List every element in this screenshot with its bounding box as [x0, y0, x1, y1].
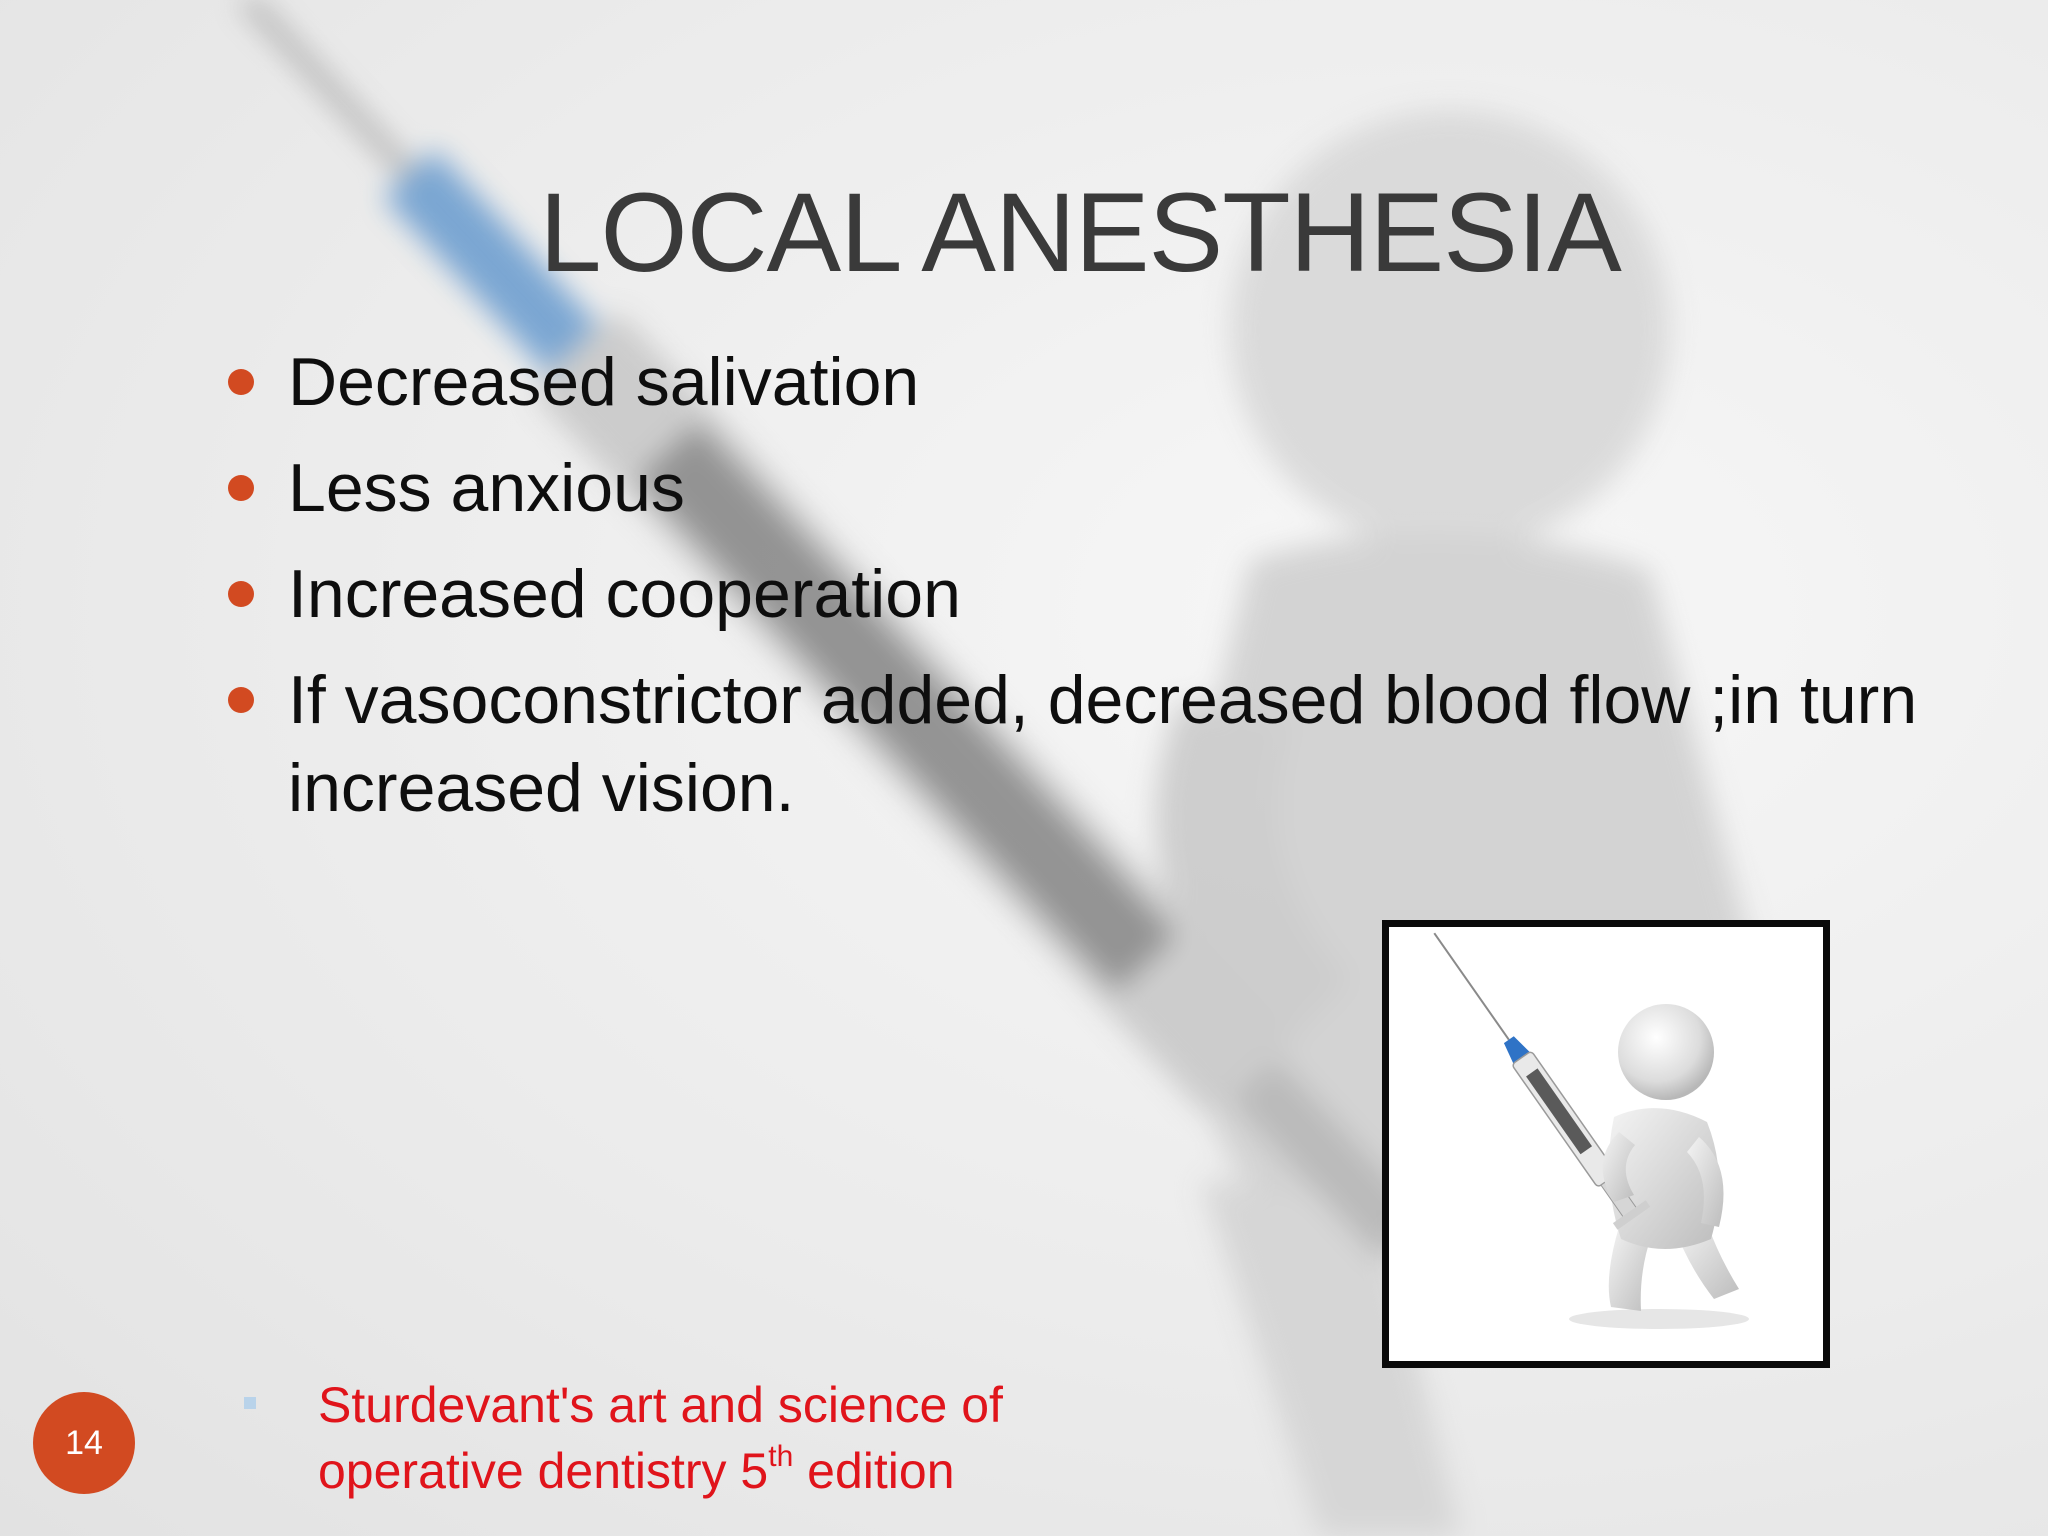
bullet-text: Decreased salivation	[288, 344, 920, 420]
slide-title: LOCAL ANESTHESIA	[539, 170, 1621, 295]
bullet-list	[228, 338, 1968, 850]
bullet-item	[228, 550, 1968, 638]
bullet-item	[228, 444, 1968, 532]
bullet-text: Less anxious	[288, 450, 685, 526]
bullet-dot-icon	[228, 581, 254, 607]
bullet-dot-icon	[228, 369, 254, 395]
bullet-text: If vasoconstrictor added, decreased blood flow ;in turn increased vision.	[288, 662, 1918, 826]
reference-line-2-tail: edition	[793, 1443, 955, 1499]
bullet-dot-icon	[228, 687, 254, 713]
bullet-text: Increased cooperation	[288, 556, 961, 632]
reference-line-2	[318, 1438, 1218, 1504]
bullet-dot-icon	[228, 475, 254, 501]
syringe-figure-image	[1382, 920, 1830, 1368]
reference-citation	[318, 1372, 1218, 1504]
reference-superscript: th	[768, 1440, 794, 1473]
bullet-item	[228, 656, 1968, 832]
square-bullet-icon	[244, 1397, 256, 1409]
page-number-badge: 14	[33, 1392, 135, 1494]
reference-line-1: Sturdevant's art and science of	[318, 1377, 1003, 1433]
reference-line-2-text: operative dentistry 5	[318, 1443, 769, 1499]
bullet-item	[228, 338, 1968, 426]
